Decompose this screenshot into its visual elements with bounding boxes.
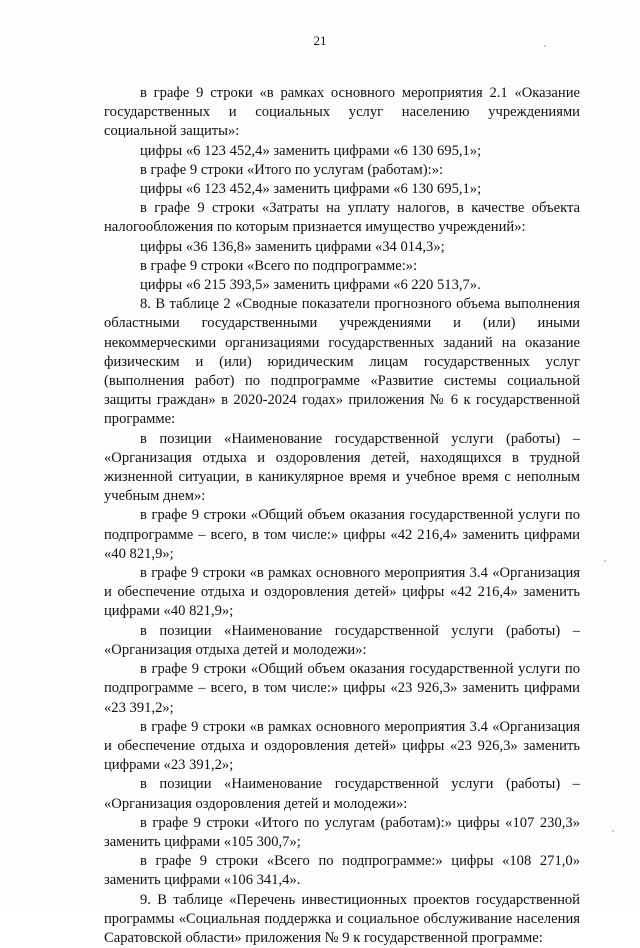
paragraph: в графе 9 строки «в рамках основного мероприятия 3.4 «Организация и обеспечение отдыха и оздоровления детей» цифры «23 926,3» заменить цифрами «23 391,2»; [104, 718, 580, 774]
paragraph: в графе 9 строки «Итого по услугам (работам):»: [140, 161, 444, 178]
paragraph: цифры «6 123 452,4» заменить цифрами «6 130 695,1»; [140, 181, 482, 198]
scan-speck [612, 830, 614, 832]
paragraph: в графе 9 строки «Общий объем оказания государственной услуги по подпрограмме – всего, в том числе:» цифры «23 926,3» заменить цифрами «23 391,2»; [104, 661, 580, 716]
paragraph: цифры «6 215 393,5» заменить цифрами «6 220 513,7». [140, 277, 481, 294]
paragraph: цифры «36 136,8» заменить цифрами «34 014,3»; [140, 238, 445, 255]
paragraph: в графе 9 строки «Затраты на уплату налогов, в качестве объекта налогообложения по которым признается имущество учреждений»: [104, 200, 580, 236]
document-body [104, 84, 580, 948]
paragraph: в графе 9 строки «Общий объем оказания государственной услуги по подпрограмме – всего, в том числе:» цифры «42 216,4» заменить цифрами «40 821,9»; [104, 507, 580, 562]
paragraph: 8. В таблице 2 «Сводные показатели прогнозного объема выполнения областными государственными учреждениями и (или) иными некоммерческими организациями государственных заданий на оказание физическим и (или) юридическим лицам государственных услуг (выполнения работ) по подпрограмме «Развитие системы социальной защиты граждан» в 2020-2024 годах» приложения № 6 к государственной программе: [104, 296, 580, 428]
paragraph: в графе 9 строки «Всего по подпрограмме:»: [140, 257, 418, 274]
scan-speck [544, 45, 546, 47]
page-number: 21 [313, 33, 327, 48]
paragraph: в графе 9 строки «в рамках основного мероприятия 3.4 «Организация и обеспечение отдыха и оздоровления детей» цифры «42 216,4» заменить цифрами «40 821,9»; [104, 565, 580, 620]
paragraph: в графе 9 строки «в рамках основного мероприятия 2.1 «Оказание государственных и социальных услуг населению учреждениями социальной защиты»: [104, 85, 580, 140]
scan-speck [604, 560, 606, 562]
paragraph: в графе 9 строки «Итого по услугам (работам):» цифры «107 230,3» заменить цифрами «105 300,7»; [104, 814, 580, 850]
paragraph: цифры «6 123 452,4» заменить цифрами «6 130 695,1»; [140, 142, 482, 159]
paragraph: в позиции «Наименование государственной услуги (работы) – «Организация оздоровления детей и молодежи»: [104, 776, 580, 812]
paragraph: в графе 9 строки «Всего по подпрограмме:» цифры «108 271,0» заменить цифрами «106 341,4». [104, 853, 580, 889]
paragraph: 9. В таблице «Перечень инвестиционных проектов государственной программы «Социальная поддержка и социальное обслуживание населения Саратовской области» приложения № 9 к государственной программе: [104, 891, 580, 946]
paragraph: в позиции «Наименование государственной услуги (работы) – «Организация отдыха детей и молодежи»: [104, 622, 580, 658]
paragraph: в позиции «Наименование государственной услуги (работы) – «Организация отдыха и оздоровления детей, находящихся в трудной жизненной ситуации, в каникулярное время и учебное время с неполным учебным днем»: [104, 430, 580, 505]
